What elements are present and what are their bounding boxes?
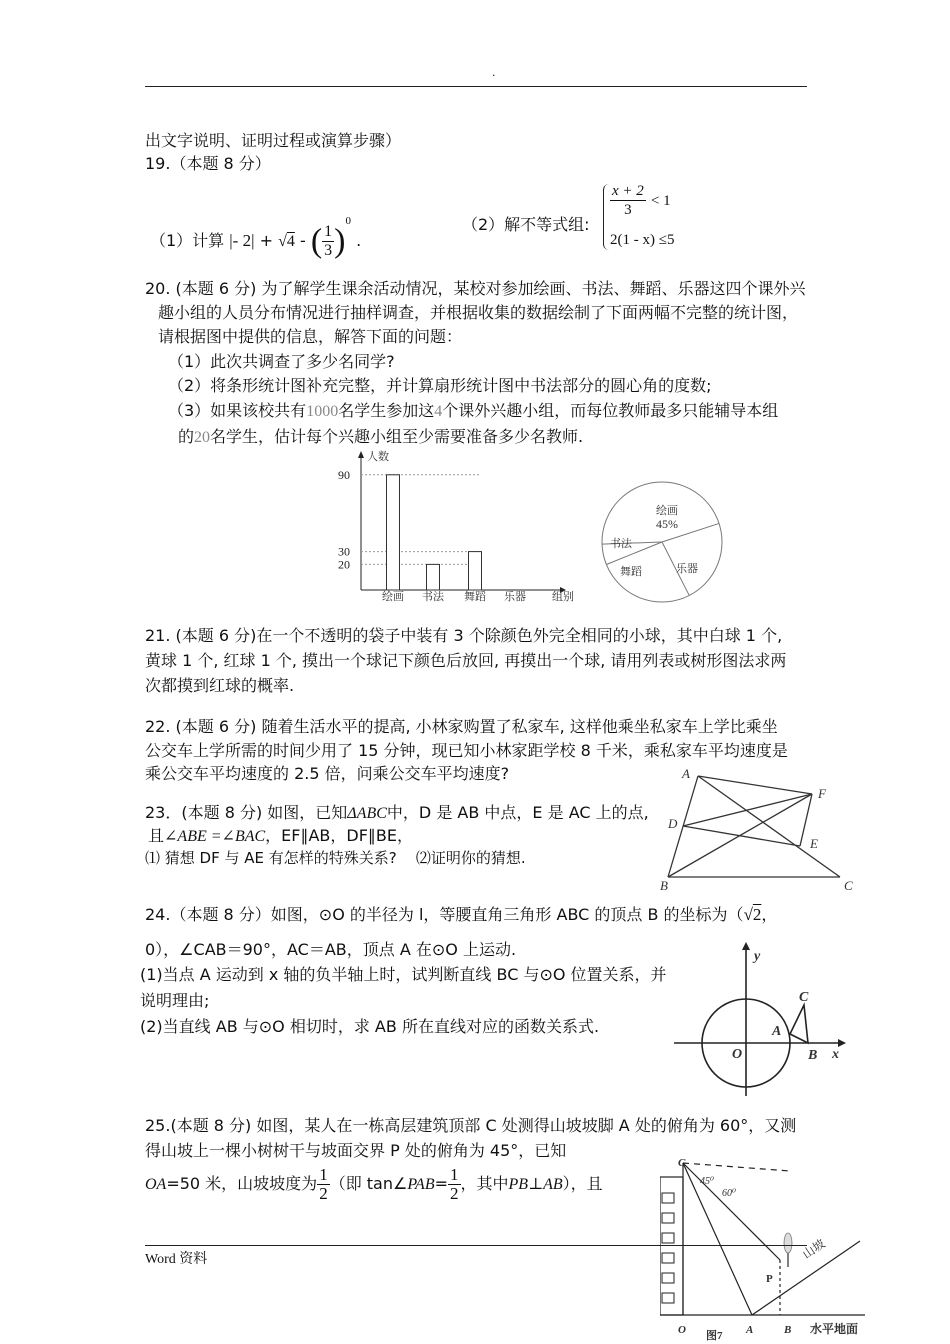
q19-end: . [356,231,362,250]
q19-ineq1: $\frac{x + 2}{3}$ < 1 [612,183,671,218]
q23-figure [660,764,860,894]
intro-line: 出文字说明、证明过程或演算步骤） [145,131,402,150]
footer-text: Word 资料 [145,1252,208,1267]
q19-paren-left: ( [310,222,323,260]
q24-label-A: A [772,1024,782,1039]
q25-angle60: 60⁰ [722,1188,737,1199]
q19-title: 19.（本题 8 分） [145,154,271,173]
pie-label: 绘画 [656,505,678,517]
bar-category-label: 绘画 [382,591,404,603]
bar-category-label: 书法 [422,591,444,603]
q23-line2: 且∠ABE =∠BAC，EF∥AB，DF∥BE， [148,826,414,845]
q25-line3: OA=50 米，山坡坡度为 $\frac{1}{2}$ （即 tan∠PAB= $\frac{1}{2}$ ，其中PB⊥AB），且 [145,1165,603,1203]
bar-2 [469,552,482,590]
q19-abs: |- 2| [229,231,255,250]
header-dot: . [492,66,496,79]
pie-label: 乐器 [676,563,698,575]
bar-chart-xlabel: 组别 [552,591,574,603]
q24-line2: 0），∠CAB＝90°，AC＝AB，顶点 A 在⊙O 上运动. [145,940,517,959]
q25-line1: 25.(本题 8 分) 如图，某人在一栋高层建筑顶部 C 处测得山坡坡脚 A 处的俯角为 60°，又测 [145,1116,797,1135]
q23-label-C: C [844,878,853,893]
q25-figure [660,1155,870,1344]
q23-label-B: B [660,878,668,893]
q19-sqrt: √4 [278,233,295,250]
bar-category-label: 乐器 [504,591,526,603]
bar-ytick-label: 20 [338,557,350,572]
q19-p1-label: （1）计算 [150,231,225,250]
bar-chart [330,446,580,606]
q20-line2: 趣小组的人员分布情况进行抽样调查，并根据收集的数据绘制了下面两幅不完整的统计图， [158,303,799,322]
q21-line3: 次都摸到红球的概率. [145,676,295,695]
q19-paren-right: ) [334,222,346,260]
footer-rule [145,1245,807,1246]
bar-ytick-label: 90 [338,467,350,482]
q24-label-B: B [808,1048,818,1063]
q19-exponent: 0 [345,215,351,227]
q19-system-brace [603,184,610,250]
q21-line2: 黄球 1 个, 红球 1 个, 摸出一个球记下颜色后放回, 再摸出一个球, 请用列表或树形图法求两 [145,651,787,670]
q20-sub2: （2）将条形统计图补充完整，并计算扇形统计图中书法部分的圆心角的度数; [168,376,712,395]
q23-line1: 23．(本题 8 分) 如图，已知ΔABC中，D 是 AB 中点，E 是 AC 上的点, [145,803,649,822]
q20-sub3b: 的20名学生，估计每个兴趣小组至少需要准备多少名教师. [178,427,584,446]
q25-label-C: C [678,1157,686,1169]
q19-plus: + [259,231,273,250]
q24-line4: 说明理由; [140,991,210,1010]
bar-1 [427,564,440,590]
bar-chart-ylabel: 人数 [367,451,389,463]
q24-figure [668,938,853,1100]
q25-line2: 得山坡上一棵小树树干与坡面交界 P 处的俯角为 45°，已知 [145,1141,567,1160]
q25-label-B: B [784,1324,792,1336]
q19-part2-label: （2）解不等式组: [462,215,590,234]
q23-label-A: A [682,766,690,781]
q19-fraction: $\frac{1}{3}$ [324,223,333,259]
pie-chart [598,480,730,610]
q20-sub3a: （3）如果该校共有1000名学生参加这4个课外兴趣小组，而每位教师最多只能辅导本组 [168,401,779,420]
q20-line1: 20. (本题 6 分) 为了解学生课余活动情况，某校对参加绘画、书法、舞蹈、乐器这四个课外兴 [145,279,806,298]
pie-label: 书法 [610,538,632,550]
q25-ground-label: 水平地面 [810,1322,859,1336]
q24-line3: (1)当点 A 运动到 x 轴的负半轴上时，试判断直线 BC 与⊙O 位置关系，并 [140,965,667,984]
q20-sub1: （1）此次共调查了多少名同学? [168,352,395,371]
q25-label-A: A [746,1324,754,1336]
q25-label-P: P [766,1273,773,1285]
q22-line1: 22. (本题 6 分) 随着生活水平的提高, 小林家购置了私家车, 这样他乘坐私家车上学比乘坐 [145,717,778,736]
q23-label-F: F [818,786,826,801]
q20-line3: 请根据图中提供的信息，解答下面的问题： [158,327,463,346]
q19-minus: - [299,231,306,250]
q25-label-O: O [678,1324,686,1336]
q22-line3: 乘公交车平均速度的 2.5 倍，问乘公交车平均速度? [145,764,510,783]
bar-0 [387,475,400,590]
q24-label-O: O [732,1047,743,1062]
bar-ytick-label: 30 [338,544,350,559]
q23-line3: ⑴ 猜想 DF 与 AE 有怎样的特殊关系? ⑵证明你的猜想. [145,849,526,867]
q23-label-D: D [668,816,678,831]
q21-line1: 21. (本题 6 分)在一个不透明的袋子中装有 3 个除颜色外完全相同的小球，其中白球 1 个, [145,626,783,645]
q19-part1 [150,196,361,267]
header-rule [145,86,807,87]
bar-category-label: 舞蹈 [464,591,486,603]
q24-label-C: C [799,990,809,1005]
q25-caption: 图7 [706,1330,723,1342]
q24-line1: 24.（本题 8 分）如图，⊙O 的半径为 l，等腰直角三角形 ABC 的顶点 B 的坐标为（√2， [145,905,778,924]
q19-ineq2: 2(1 - x) ≤5 [610,232,675,248]
q23-label-E: E [810,836,818,851]
q22-line2: 公交车上学所需的时间少用了 15 分钟，现已知小林家距学校 8 千米，乘私家车平均速度是 [145,741,788,760]
q25-angle45: 45⁰ [700,1176,715,1187]
pie-label: 舞蹈 [620,566,642,578]
q24-label-y: y [754,949,761,964]
q25-slope-label: 山坡 [799,1236,828,1262]
q24-line5: (2)当直线 AB 与⊙O 相切时，求 AB 所在直线对应的函数关系式. [140,1017,600,1036]
q24-label-x: x [832,1047,839,1062]
pie-percent-label: 45% [656,517,678,531]
